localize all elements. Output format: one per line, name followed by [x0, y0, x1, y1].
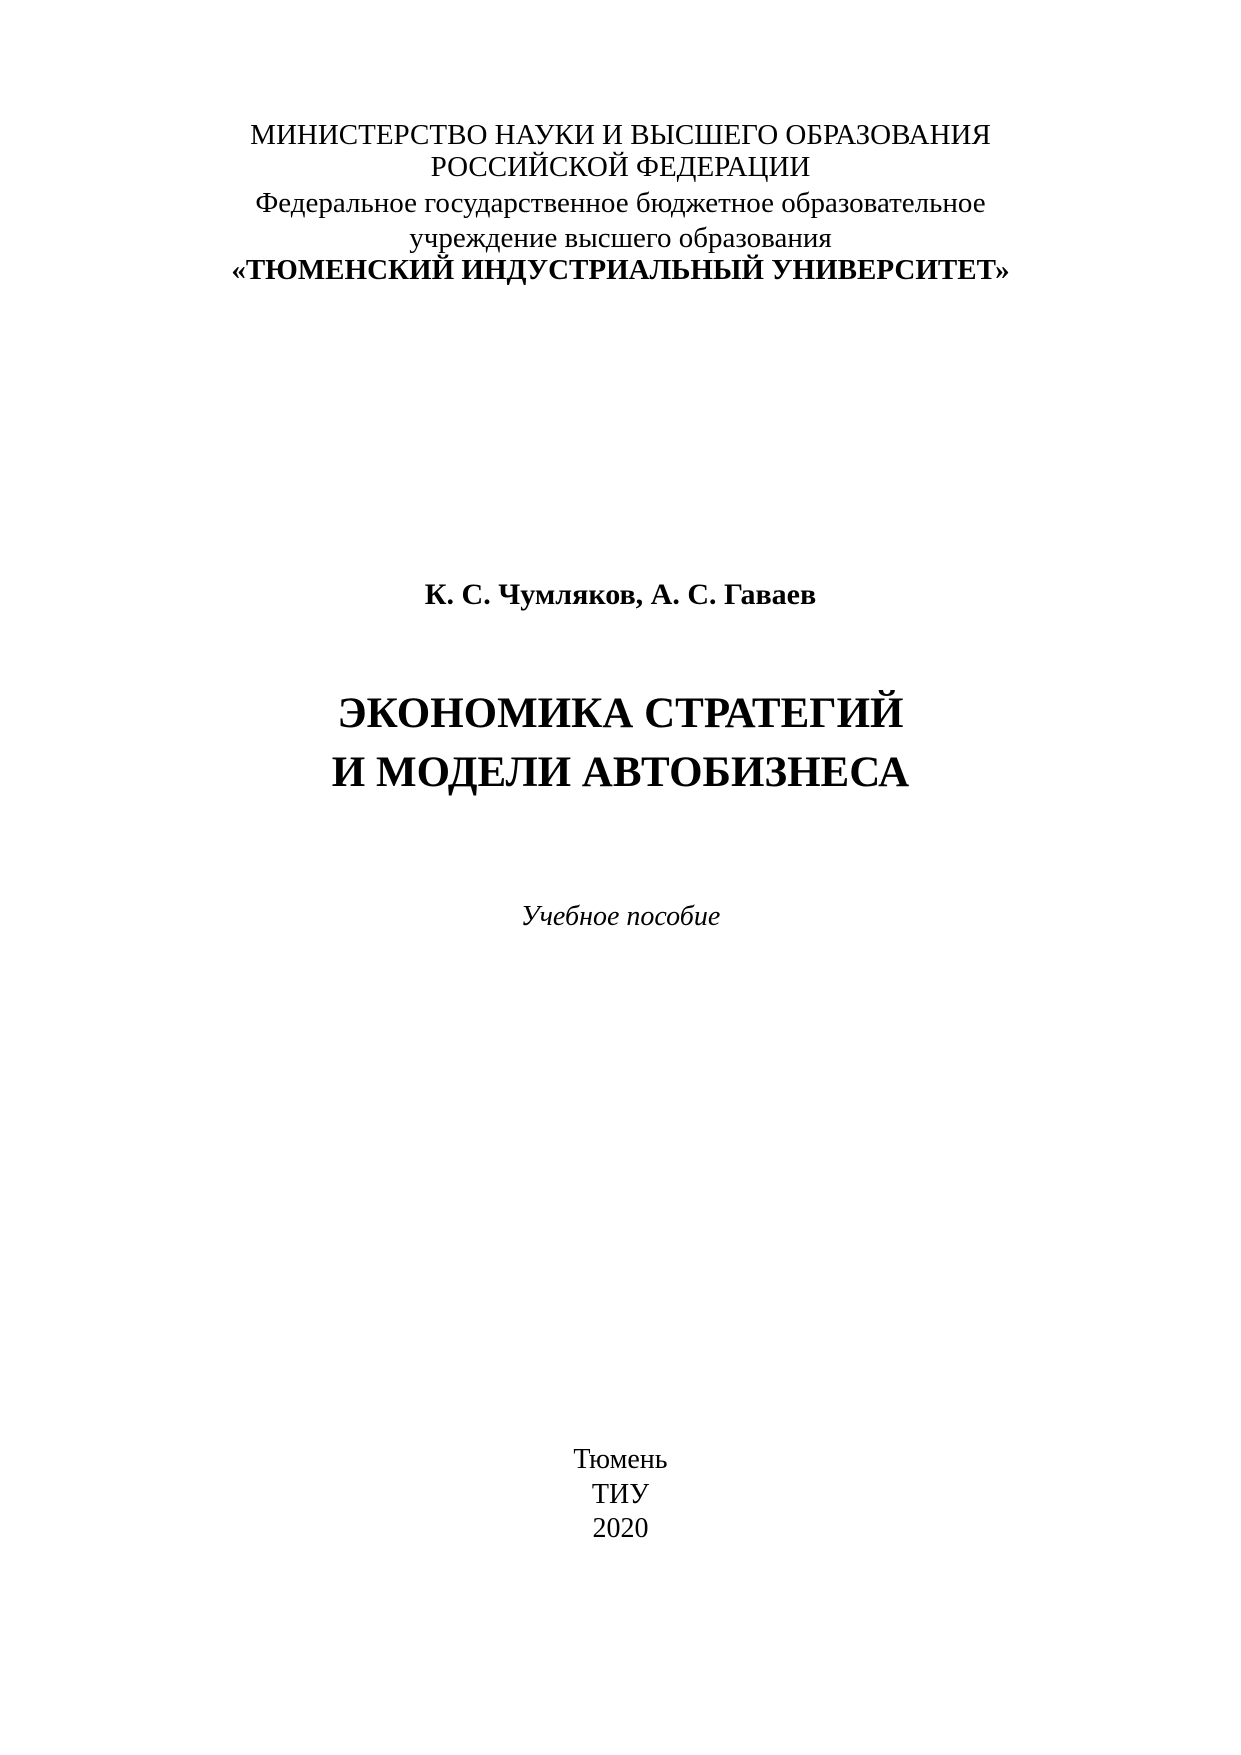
document-type: Учебное пособие [520, 901, 721, 932]
ministry-line-1: МИНИСТЕРСТВО НАУКИ И ВЫСШЕГО ОБРАЗОВАНИЯ [250, 119, 991, 151]
university-name: «ТЮМЕНСКИЙ ИНДУСТРИАЛЬНЫЙ УНИВЕРСИТЕТ» [231, 254, 1010, 286]
institution-type-line-2: учреждение высшего образования [409, 222, 832, 254]
authors: К. С. Чумляков, А. С. Гаваев [424, 578, 817, 611]
imprint-year: 2020 [592, 1513, 649, 1544]
institution-type-line-1: Федеральное государственное бюджетное образовательное [255, 187, 986, 219]
book-title-line-1: ЭКОНОМИКА СТРАТЕГИЙ [337, 690, 904, 737]
imprint-publisher: ТИУ [591, 1479, 650, 1510]
ministry-line-2: РОССИЙСКОЙ ФЕДЕРАЦИИ [430, 151, 811, 183]
book-title-line-2: И МОДЕЛИ АВТОБИЗНЕСА [331, 749, 910, 796]
imprint-city: Тюмень [573, 1444, 668, 1475]
